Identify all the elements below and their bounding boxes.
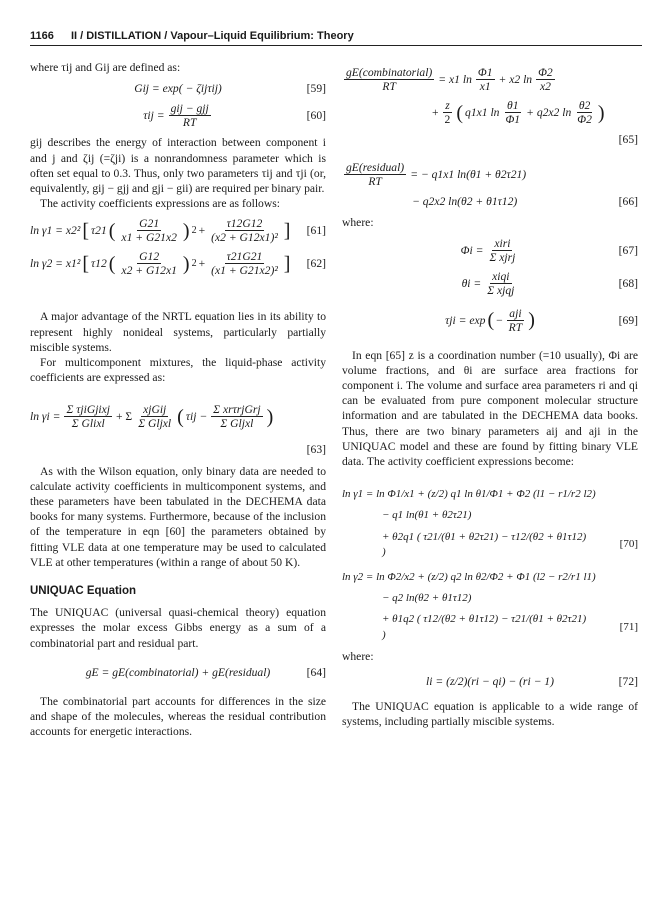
right-column <box>342 60 638 730</box>
equation-body: Gij = exp( − ζijτij) <box>134 82 222 96</box>
fraction-numerator: xjGij <box>143 403 167 417</box>
fraction-denominator: x1 + G21x2 <box>121 231 177 245</box>
running-header <box>30 30 642 46</box>
equation-70 <box>342 487 638 502</box>
operator: + <box>432 105 439 119</box>
fraction-denominator: (x2 + G12x1)² <box>211 231 278 245</box>
fraction-denominator: RT <box>182 116 197 130</box>
where-label: where: <box>342 216 374 230</box>
equation-term: τ12 <box>91 257 107 271</box>
fraction-denominator: Φ1 <box>505 113 521 126</box>
fraction-denominator: RT <box>382 80 396 93</box>
equation-lhs: τji = exp <box>445 313 486 327</box>
section-heading: UNIQUAC Equation <box>30 585 137 598</box>
fraction-numerator: Σ xrτrjGrj <box>213 403 261 417</box>
fraction-denominator: (x1 + G21x2)² <box>211 264 278 278</box>
equation-line: ln γ2 = ln Φ2/x2 + (z/2) q2 ln θ2/Φ2 + Φ1 (l2 − r2/r1 l1) <box>342 571 596 584</box>
equation-number: [65] <box>618 133 638 146</box>
page-number: 1166 <box>30 30 54 42</box>
equation-lhs: ln γi = <box>30 410 61 424</box>
operator: + <box>198 224 206 238</box>
fraction-numerator: aji <box>509 306 522 320</box>
equation-lhs: ln γ2 = x1² <box>30 257 81 271</box>
fraction-numerator: τ12G12 <box>226 217 263 231</box>
equation-number: [70] <box>619 538 638 551</box>
equation-number: [62] <box>306 257 326 271</box>
paragraph: where τij and Gij are defined as: <box>30 61 181 74</box>
equation-66-line2 <box>342 194 638 209</box>
equation-63: ln γi = $\frac{\text{Σ τjiGjixj}}{\text{Σ Glixl}}$ + Σ $\frac{\text{xjGij}}{\text{Σ Gljxl}}$ ( τij − $\frac{\text{Σ xrτrjGrj}}{\text{Σ Gljxl}}$ ) <box>30 403 274 431</box>
fraction-numerator: θ1 <box>507 99 519 112</box>
fraction-denominator: Σ Glixl <box>71 417 105 431</box>
equation-line: − q1 ln(θ1 + θ2τ21) <box>382 509 472 522</box>
equation-number: [61] <box>306 224 326 238</box>
fraction-numerator: τ21G21 <box>226 250 263 264</box>
equation-68 <box>342 270 638 297</box>
equation-body: li = (z/2)(ri − qi) − (ri − 1) <box>426 675 554 689</box>
equation-term: + q2x2 ln <box>526 105 572 119</box>
paragraph: For multicomponent mixtures, the liquid-phase activity coefficients are expressed as: <box>30 356 326 385</box>
equation-term: τij − <box>185 410 208 424</box>
fraction-denominator: Σ Gljxl <box>138 417 172 431</box>
paragraph: A major advantage of the NRTL equation lies in its ability to represent highly nonideal systems, particularly partially miscible systems. <box>30 310 326 354</box>
equation-66 <box>342 161 638 188</box>
equation-term: τ21 <box>91 224 107 238</box>
equation-lhs: ln γ1 = x2² <box>30 224 81 238</box>
fraction-denominator: 2 <box>444 113 451 126</box>
equation-body: gE = gE(combinatorial) + gE(residual) <box>85 665 271 679</box>
paragraph: The combinatorial part accounts for differences in the size and shape of the molecules, whereas the residual contribution accounts for energetic interactions. <box>30 695 326 739</box>
fraction-denominator: RT <box>368 175 382 189</box>
where-label: where: <box>342 649 374 663</box>
equation-line: ln γ1 = ln Φ1/x1 + (z/2) q1 ln θ1/Φ1 + Φ2 (l1 − r1/r2 l2) <box>342 488 596 501</box>
paragraph: The UNIQUAC equation is applicable to a wide range of systems, including partially miscible systems. <box>342 700 638 729</box>
fraction-numerator: G21 <box>139 217 160 231</box>
equation-71-line3 <box>342 612 638 642</box>
fraction-numerator: gE(residual) <box>346 161 405 175</box>
fraction-denominator: x1 <box>479 80 491 93</box>
fraction-numerator: xiri <box>494 236 511 250</box>
equation-term: q1x1 ln <box>465 105 500 119</box>
equation-number: [67] <box>618 243 638 257</box>
paragraph: As with the Wilson equation, only binary data are needed to calculate activity coefficients in multicomponent systems, and these parameters have been tabulated in the DECHEMA data books for many systems. Furthermore, because of the inclusion of the temperature in eqn [60] the parameters obtained by fitting VLE data at one temperature may be used to calculated VLE at other temperatures (within a range of about 50 K). <box>30 464 326 569</box>
equation-number: [71] <box>619 621 638 634</box>
fraction-numerator: xiqi <box>492 269 510 283</box>
equation-line: + θ1q2 ( τ12/(θ2 + θ1τ12) − τ21/(θ1 + θ2τ21) ) <box>382 613 587 641</box>
equation-70-line3 <box>342 530 638 560</box>
equation-62: ln γ2 = x1² [ τ12 ( $\frac{G12}{x2 + G12x1}$ ) 2 + $\frac{\tau 21G21}{\text{(x1 + G21x2)²}}$ ] [62] <box>30 250 326 278</box>
equation-number: [68] <box>618 276 638 290</box>
fraction-numerator: gij − gjj <box>170 102 209 116</box>
fraction-numerator: gE(combinatorial) <box>346 66 433 79</box>
fraction-denominator: Φ2 <box>577 113 592 126</box>
equation-59 <box>30 81 326 96</box>
fraction-numerator: θ2 <box>578 99 591 112</box>
equation-number: [69] <box>618 313 638 327</box>
equation-70-line2 <box>342 508 638 523</box>
equation-61: ln γ1 = x2² [ τ21 ( $\frac{G21}{x1 + G21x2}$ ) 2 + $\frac{\tau 12G12}{\text{(x2 + G12x1)²}}$ ] [61] <box>30 217 326 245</box>
equation-number: [64] <box>306 665 326 679</box>
fraction-denominator: Σ xjrj <box>489 250 516 264</box>
equation-71-line2 <box>342 591 638 606</box>
paragraph: In eqn [65] z is a coordination number (=10 usually), Φi are volume fractions, and θi are surface area fractions for component i. The volume and surface area parameters ri and qi can be evaluated from pure component molecular structure information and are tabulated in the DECHEMA data books. Thus, there are two binary parameters aij and aji in the UNIQUAC model and these are found by fitting binary VLE data. The activity coefficient expressions become: <box>342 348 638 469</box>
paragraph: The UNIQUAC (universal quasi-chemical theory) equation expresses the molar excess Gibbs energy as a sum of a combinatorial part and residual part. <box>30 606 326 650</box>
equation-65-line2: + $\frac{z}{2}$ ( q1x1 ln $\frac{\theta 1}{\Phi 1}$ + q2x2 ln $\frac{\theta 2}{\Phi 2}$ ) <box>432 99 605 126</box>
equation-number: [63] <box>306 443 326 457</box>
equation-lhs: Φi = <box>460 243 484 257</box>
left-column <box>30 60 326 740</box>
fraction-denominator: x2 <box>539 80 551 93</box>
fraction-denominator: RT <box>508 320 523 334</box>
running-title: II / DISTILLATION / Vapour–Liquid Equilibrium: Theory <box>70 30 354 42</box>
equation-64 <box>30 665 326 680</box>
equation-71 <box>342 570 638 585</box>
operator: + <box>198 257 206 271</box>
equation-65 <box>342 66 638 93</box>
equation-term: = x1 ln <box>438 72 472 86</box>
fraction-numerator: z <box>445 99 450 112</box>
equation-line: + θ2q1 ( τ21/(θ1 + θ2τ21) − τ12/(θ2 + θ1τ12) ) <box>382 530 587 558</box>
paragraph: The activity coefficients expressions are as follows: <box>40 197 280 211</box>
equation-lhs: τij = <box>143 109 165 123</box>
equation-line: − q2 ln(θ2 + θ1τ12) <box>382 592 472 605</box>
equation-60 <box>30 102 326 129</box>
equation-69: τji = exp ( − $\frac{\text{aji}}{RT}$ ) [69] <box>445 306 638 334</box>
equation-term: = − q1x1 ln(θ1 + θ2τ21) <box>410 168 527 182</box>
equation-67 <box>342 237 638 264</box>
equation-number: [59] <box>306 82 326 96</box>
equation-number: [60] <box>306 109 326 123</box>
paragraph: gij describes the energy of interaction between component i and j and ζij (=ζji) is a nonrandomness parameter which is often set equal to 0.3. Thus, only two parameters τij and τji (or, equivalently, gij − gjj and gji − gii) are required per binary pair. <box>30 136 326 196</box>
equation-lhs: θi = <box>461 276 482 290</box>
fraction-numerator: Φ1 <box>477 66 493 79</box>
fraction-numerator: Σ τjiGjixj <box>66 403 110 417</box>
equation-number: [66] <box>618 195 638 209</box>
fraction-numerator: G12 <box>139 250 160 264</box>
fraction-denominator: Σ Gljxl <box>220 417 254 431</box>
equation-term: + x2 ln <box>498 72 533 86</box>
fraction-numerator: Φ2 <box>538 66 553 79</box>
fraction-denominator: Σ xjqj <box>487 283 515 297</box>
equation-72 <box>342 674 638 689</box>
equation-term: − q2x2 ln(θ2 + θ1τ12) <box>412 195 518 209</box>
equation-number: [72] <box>618 675 638 689</box>
fraction-denominator: x2 + G12x1 <box>121 264 177 278</box>
